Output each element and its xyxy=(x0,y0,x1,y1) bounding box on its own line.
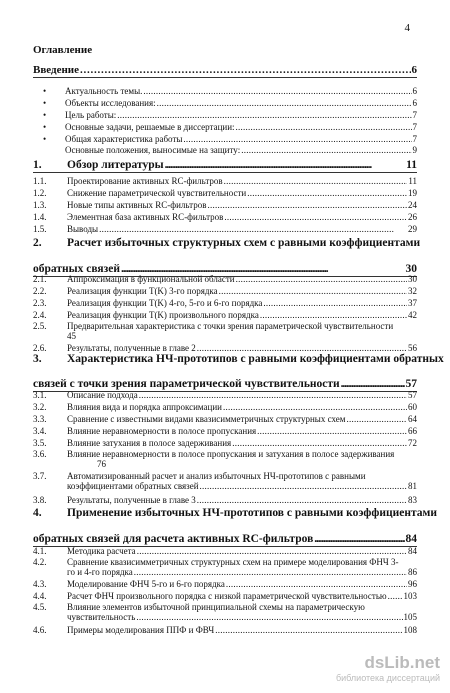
toc-intro-item[interactable]: Основные положения, выносимые на защиту: . . . 9 xyxy=(33,145,417,155)
toc-item[interactable]: 2.3. Реализация функции T(K) 4-го, 5-го и 6-го порядка . . . 37 xyxy=(33,298,417,308)
toc-intro-label: Введение xyxy=(33,64,80,76)
toc-item[interactable]: 1.3. Новые типы активных RC-фильтров . . . 24 xyxy=(33,200,417,210)
toc-item[interactable]: 4.1. Методика расчета . . . 84 xyxy=(33,546,417,556)
toc-intro[interactable] xyxy=(33,64,417,78)
toc-item[interactable]: 1.1. Проектирование активных RC-фильтров . . . 11 xyxy=(33,176,417,186)
toc-item[interactable]: 2.1. Аппроксимация в функциональной области . . . 30 xyxy=(33,274,417,284)
toc-intro-item[interactable]: • Актуальность темы. . . . 6 xyxy=(33,86,417,96)
toc-item[interactable]: 4.4. Расчет ФНЧ произвольного порядка с низкой параметрической чувствительностью . . . 103 xyxy=(33,591,417,601)
toc-intro-item[interactable]: • Общая характеристика работы . . . 7 xyxy=(33,134,417,144)
toc-item[interactable]: 1.4. Элементная база активных RC-фильтров . . . 26 xyxy=(33,212,417,222)
toc-item[interactable]: 2.5. Предварительная характеристика с точки зрения параметрической чувствительности 45 xyxy=(33,321,394,341)
toc-item[interactable]: 3.6. Влияние неравномерности в полосе пропускания и затухания в полосе задерживания 76 xyxy=(33,449,395,469)
watermark-sub: библиотека диссертаций xyxy=(335,673,440,683)
toc-item[interactable]: 1.5. Выводы . . . 29 xyxy=(33,224,417,234)
toc-item[interactable]: 2.2. Реализация функции T(K) 3-го порядка . . . 32 xyxy=(33,286,417,296)
toc-intro-item[interactable]: • Основные задачи, решаемые в диссертации: . . . 7 xyxy=(33,122,417,132)
toc-item[interactable]: 4.5. Влияние элементов избыточной принципиальной схемы на параметрическую чувствительность . . . 105 xyxy=(33,602,417,622)
toc-chapter-4[interactable]: 4. Применение избыточных НЧ-прототипов с равными коэффициентами обратных связей для расчета активных RC-фильтров . . . 84 xyxy=(33,506,417,547)
page-number: 4 xyxy=(404,22,410,34)
toc-item[interactable]: 3.5. Влияние затухания в полосе задерживания . . . 72 xyxy=(33,438,417,448)
toc-item[interactable]: 4.3. Моделирование ФНЧ 5-го и 6-го порядка . . . 96 xyxy=(33,579,417,589)
toc-chapter-3[interactable]: 3. Характеристика НЧ-прототипов с равными коэффициентами обратных связей с точки зрения параметрической чувствительности . . . 57 xyxy=(33,352,417,392)
toc-intro-item[interactable]: • Объекты исследования: . . . 6 xyxy=(33,98,417,108)
toc-item[interactable]: 3.1. Описание подхода . . . 57 xyxy=(33,390,417,400)
watermark-main: dsLib.net xyxy=(364,653,440,672)
toc-item[interactable]: 3.3. Сравнение с известными видами квазисимметричных структурных схем . . . 64 xyxy=(33,414,417,424)
toc-item[interactable]: 1.2. Снижение параметрической чувствительности . . . 19 xyxy=(33,188,417,198)
toc-item[interactable]: 3.2. Влияния вида и порядка аппроксимации . . . 60 xyxy=(33,402,417,412)
toc-item[interactable]: 3.7. Автоматизированный расчет и анализ избыточных НЧ-прототипов с равными коэффициентами обратных связей . . . 81 xyxy=(33,471,417,491)
toc-item[interactable]: 4.2. Сравнение квазисимметричных структурных схем на примере моделирования ФНЧ 3- го и 4-го порядка . . . 86 xyxy=(33,557,417,577)
toc-chapter-1[interactable]: 1. Обзор литературы . . . 11 xyxy=(33,158,417,173)
toc-item[interactable]: 3.8. Результаты, полученные в главе 3 . . . 83 xyxy=(33,495,417,505)
toc-item[interactable]: 2.4. Реализация функции T(K) произвольного порядка . . . 42 xyxy=(33,310,417,320)
watermark-logo xyxy=(336,653,440,683)
toc-intro-page: 6 xyxy=(411,64,417,76)
toc-intro-item[interactable]: • Цель работы: . . . 7 xyxy=(33,110,417,120)
toc-item[interactable]: 4.6. Примеры моделирования ППФ и ФВЧ . . . 108 xyxy=(33,625,417,635)
toc-item[interactable]: 2.6. Результаты, полученные в главе 2 . . . 56 xyxy=(33,343,417,353)
toc-title: Оглавление xyxy=(33,44,93,56)
toc-item[interactable]: 3.4. Влияние неравномерности в полосе пропускания . . . 66 xyxy=(33,426,417,436)
toc-chapter-2[interactable]: 2. Расчет избыточных структурных схем с равными коэффициентами обратных связей . . . 30 xyxy=(33,236,417,277)
